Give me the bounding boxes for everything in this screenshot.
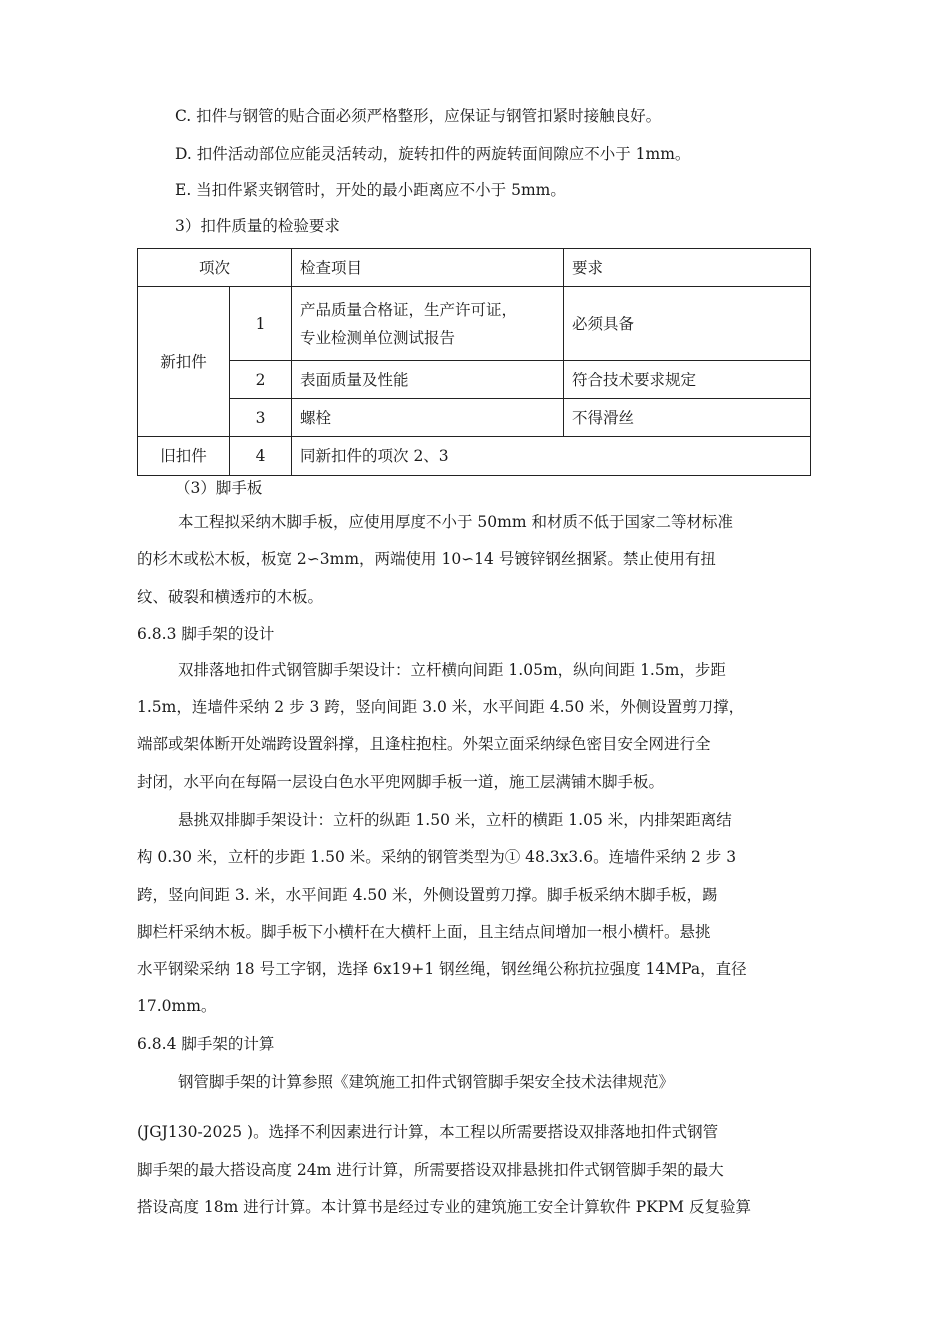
number-cell: 1 xyxy=(230,287,292,361)
group-cell-new: 新扣件 xyxy=(138,287,230,437)
item-line: 专业检测单位测试报告 xyxy=(300,328,456,347)
paragraph-line: 脚栏杆采纳木板。脚手板下小横杆在大横杆上面，且主结点间增加一根小横杆。悬挑 xyxy=(137,923,711,941)
item-cell: 表面质量及性能 xyxy=(292,361,564,399)
section-heading-board: （3）脚手板 xyxy=(175,479,263,497)
requirement-cell: 必须具备 xyxy=(564,287,811,361)
item-cell: 同新扣件的项次 2、3 xyxy=(292,437,811,476)
paragraph-line: 钢管脚手架的计算参照《建筑施工扣件式钢管脚手架安全技术法律规范》 xyxy=(178,1073,675,1091)
number-cell: 3 xyxy=(230,399,292,437)
table-row xyxy=(138,399,811,437)
item-d: D. 扣件活动部位应能灵活转动，旋转扣件的两旋转面间隙应不小于 1mm。 xyxy=(175,145,691,163)
paragraph-line: 双排落地扣件式钢管脚手架设计：立杆横向间距 1.05m，纵向间距 1.5m，步距 xyxy=(178,661,726,679)
section-heading-calculation: 6.8.4 脚手架的计算 xyxy=(137,1035,275,1053)
paragraph-line: (JGJ130-2025 )。选择不利因素进行计算，本工程以所需要搭设双排落地扣件式钢管 xyxy=(137,1123,719,1141)
section-heading-design: 6.8.3 脚手架的设计 xyxy=(137,625,275,643)
table-row xyxy=(138,361,811,399)
item-cell xyxy=(292,287,564,361)
paragraph-line: 端部或架体断开处端跨设置斜撑，且逢柱抱柱。外架立面采纳绿色密目安全网进行全 xyxy=(137,735,711,753)
paragraph-line: 悬挑双排脚手架设计：立杆的纵距 1.50 米，立杆的横距 1.05 米，内排架距离结 xyxy=(178,811,732,829)
paragraph-line: 封闭，水平向在每隔一层设白色水平兜网脚手板一道，施工层满铺木脚手板。 xyxy=(137,773,665,791)
header-cell: 项次 xyxy=(138,249,292,287)
inspection-table xyxy=(137,248,811,476)
paragraph-line: 跨，竖向间距 3. 米，水平间距 4.50 米，外侧设置剪刀撑。脚手板采纳木脚手板，踢 xyxy=(137,886,718,904)
paragraph-line: 构 0.30 米，立杆的步距 1.50 米。采纳的钢管类型为① 48.3x3.6。连墙件采纳 2 步 3 xyxy=(137,848,737,866)
item-line: 产品质量合格证，生产许可证， xyxy=(300,300,518,319)
paragraph-line: 本工程拟采纳木脚手板，应使用厚度不小于 50mm 和材质不低于国家二等材标准 xyxy=(178,513,733,531)
group-cell-old: 旧扣件 xyxy=(138,437,230,476)
subheading-inspection: 3）扣件质量的检验要求 xyxy=(175,217,340,235)
item-c: C. 扣件与钢管的贴合面必须严格整形，应保证与钢管扣紧时接触良好。 xyxy=(175,107,662,125)
paragraph-line: 水平钢梁采纳 18 号工字钢，选择 6x19+1 钢丝绳，钢丝绳公称抗拉强度 14MPa，直径 xyxy=(137,960,747,978)
requirement-cell: 符合技术要求规定 xyxy=(564,361,811,399)
table-row xyxy=(138,287,811,361)
requirement-cell: 不得滑丝 xyxy=(564,399,811,437)
table-header-row xyxy=(138,249,811,287)
header-cell: 要求 xyxy=(564,249,811,287)
paragraph-line: 17.0mm。 xyxy=(137,997,217,1015)
paragraph-line: 纹、破裂和横透疖的木板。 xyxy=(137,588,324,606)
paragraph-line: 搭设高度 18m 进行计算。本计算书是经过专业的建筑施工安全计算软件 PKPM 反复验算 xyxy=(137,1198,751,1216)
paragraph-line: 1.5m，连墙件采纳 2 步 3 跨，竖向间距 3.0 米，水平间距 4.50 米，外侧设置剪刀撑， xyxy=(137,698,745,716)
item-e: E. 当扣件紧夹钢管时，开处的最小距离应不小于 5mm。 xyxy=(175,181,566,199)
header-cell: 检查项目 xyxy=(292,249,564,287)
item-cell: 螺栓 xyxy=(292,399,564,437)
table-row xyxy=(138,437,811,476)
number-cell: 4 xyxy=(230,437,292,476)
number-cell: 2 xyxy=(230,361,292,399)
paragraph-line: 的杉木或松木板，板宽 2∽3mm，两端使用 10∽14 号镀锌钢丝捆紧。禁止使用有扭 xyxy=(137,550,716,568)
paragraph-line: 脚手架的最大搭设高度 24m 进行计算，所需要搭设双排悬挑扣件式钢管脚手架的最大 xyxy=(137,1161,724,1179)
